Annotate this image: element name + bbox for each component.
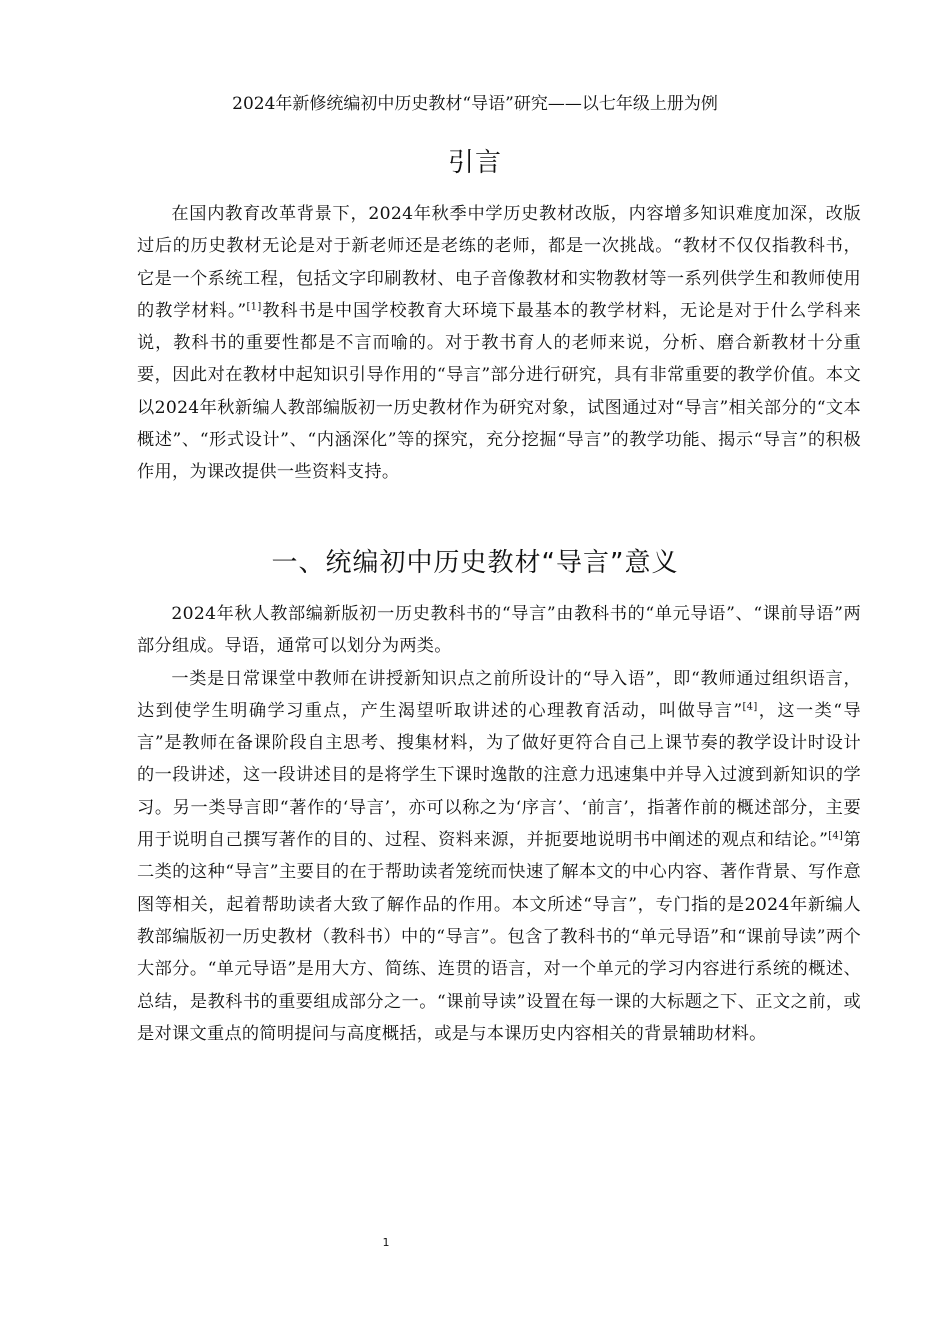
document-title: 2024年新修统编初中历史教材“导语”研究——以七年级上册为例 — [232, 94, 718, 114]
intro-section — [137, 198, 861, 489]
citation-ref: [4] — [828, 830, 844, 842]
section1-paragraph-2-text-1: 一类是日常课堂中教师在讲授新知识点之前所设计的“导入语”，即“教师通过组织语言，达到使学生明确学习重点，产生渴望听取讲述的心理教育活动，叫做导言” — [137, 668, 861, 721]
intro-heading: 引言 — [447, 148, 502, 178]
page-number: 1 — [382, 1236, 390, 1249]
section1-paragraph-2-text-3: 第二类的这种“导言”主要目的在于帮助读者笼统而快速了解本文的中心内容、著作背景、写作意图等相关，起着帮助读者大致了解作品的作用。本文所述“导言”，专门指的是2024年新编人教部编版初一历史教材（教科书）中的“导言”。包含了教科书的“单元导语”和“课前导读”两个大部分。“单元导语”是用大方、简练、连贯的语言，对一个单元的学习内容进行系统的概述、总结，是教科书的重要组成部分之一。“课前导读”设置在每一课的大标题之下、正文之前，或是对课文重点的简明提问与高度概括，或是与本课历史内容相关的背景辅助材料。 — [137, 830, 861, 1044]
section1-paragraph-2 — [137, 663, 861, 1051]
citation-ref: [1] — [246, 301, 262, 313]
intro-paragraph — [137, 198, 861, 489]
citation-ref: [4] — [742, 701, 758, 713]
section1-paragraph-2-text-2: ，这一类“导言”是教师在备课阶段自主思考、搜集材料，为了做好更符合自己上课节奏的教学设计时设计的一段讲述，这一段讲述目的是将学生下课时逸散的注意力迅速集中并导入过渡到新知识的学习。另一类导言即“著作的‘导言’，亦可以称之为‘序言’、‘前言’，指著作前的概述部分，主要用于说明自己撰写著作的目的、过程、资料来源，并扼要地说明书中阐述的观点和结论。” — [137, 700, 861, 851]
intro-paragraph-text-1: 在国内教育改革背景下，2024年秋季中学历史教材改版，内容增多知识难度加深，改版过后的历史教材无论是对于新老师还是老练的老师，都是一次挑战。“教材不仅仅指教科书，它是一个系统工程，包括文字印刷教材、电子音像教材和实物教材等一系列供学生和教师使用的教学材料。” — [137, 204, 861, 321]
section1-body — [137, 598, 861, 1050]
section1-heading: 一、统编初中历史教材“导言”意义 — [271, 548, 679, 578]
section1-paragraph-1: 2024年秋人教部编新版初一历史教科书的“导言”由教科书的“单元导语”、“课前导语”两部分组成。导语，通常可以划分为两类。 — [137, 604, 861, 657]
intro-paragraph-text-2: 教科书是中国学校教育大环境下最基本的教学材料，无论是对于什么学科来说，教科书的重要性都是不言而喻的。对于教书育人的老师来说，分析、磨合新教材十分重要，因此对在教材中起知识引导作用的“导言”部分进行研究，具有非常重要的教学价值。本文以2024年秋新编人教部编版初一历史教材作为研究对象，试图通过对“导言”相关部分的“文本概述”、“形式设计”、“内涵深化”等的探究，充分挖掘“导言”的教学功能、揭示“导言”的积极作用，为课改提供一些资料支持。 — [137, 300, 861, 483]
